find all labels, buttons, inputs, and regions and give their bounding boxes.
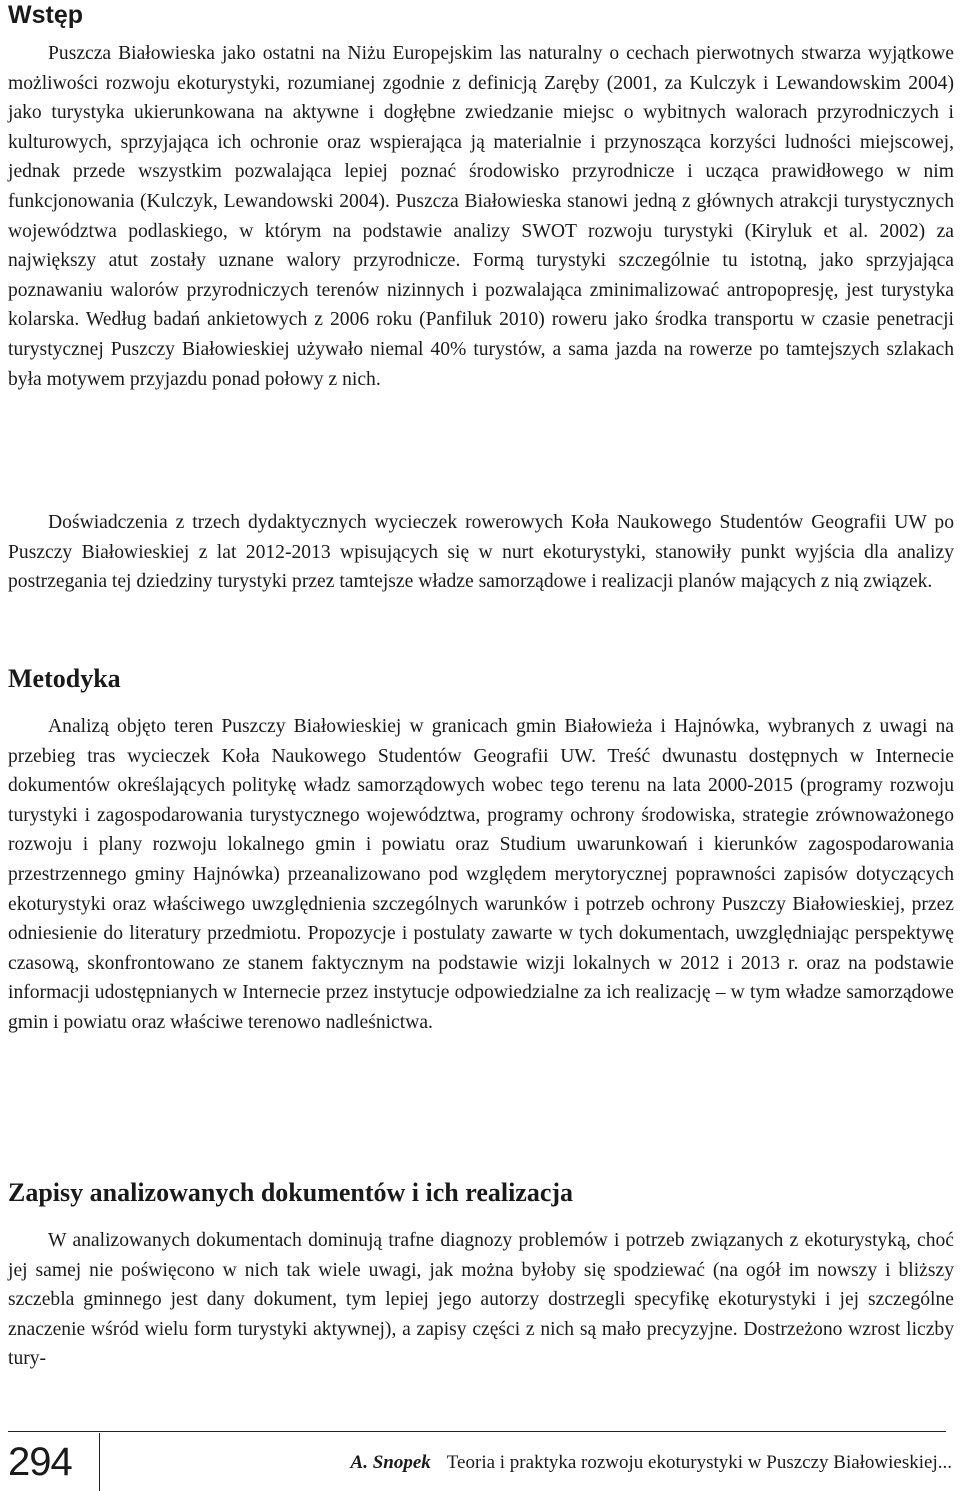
paragraph-text: Puszcza Białowieska jako ostatni na Niżu Europejskim las naturalny o cechach pierwotnych stwarza wyjątkowe możliwości rozwoju ekoturystyki, rozumianej zgodnie z definicją Zaręby (2001, za Kulczyk i Lewandowskim 2004) jako turystyka ukierunkowana na aktywne i dogłębne zwiedzanie miejsc o wybitnych walorach przyrodniczych i kulturowych, sprzyjająca ich ochronie oraz wspierająca ją materialnie i przynosząca korzyści ludności miejscowej, jednak przede wszystkim pozwalająca lepiej poznać środowisko przyrodnicze i ucząca prawidłowego w nim funkcjonowania (Kulczyk, Lewandowski 2004). Puszcza Białowieska stanowi jedną z głównych atrakcji turystycznych województwa podlaskiego, w którym na podstawie analizy SWOT rozwoju turystyki (Kiryluk et al. 2002) za największy atut zostały uznane walory przyrodnicze. Formą turystyki szczególnie tu istotną, jako sprzyjająca poznawaniu walorów przyrodniczych terenów nizinnych i pozwalająca zminimalizować antropopresję, jest turystyka kolarska. Według badań ankietowych z 2006 roku (Panfiluk 2010) roweru jako środka transportu w czasie penetracji turystycznej Puszczy Białowieskiej używało niemal 40% turystów, a sama jazda na rowerze po tamtejszych szlakach była motywem przyjazdu ponad połowy z nich.	[8, 43, 954, 390]
section-heading-metodyka: Metodyka	[8, 664, 121, 693]
section-heading-wstep: Wstęp	[8, 1, 83, 29]
paragraph-wstep-2	[8, 508, 954, 597]
paragraph-text: Doświadczenia z trzech dydaktycznych wycieczek rowerowych Koła Naukowego Studentów Geografii UW po Puszczy Białowieskiej z lat 2012-2013 wpisujących się w nurt ekoturystyki, stanowiły punkt wyjścia dla analizy postrzegania tej dziedziny turystyki przez tamtejsze władze samorządowe i realizacji planów mających z nią związek.	[8, 512, 954, 593]
paragraph-text: W analizowanych dokumentach dominują trafne diagnozy problemów i potrzeb związanych z ekoturystyką, choć jej samej nie poświęcono w nich tak wiele uwagi, jak można byłoby się spodziewać (na ogół im nowszy i bliższy szczebla gminnego jest dany dokument, tym lepiej jego autorzy dostrzegli specyfikę ekoturystyki i jej szczególne znaczenie wśród wielu form turystyki aktywnej), a zapisy części z nich są mało precyzyjne. Dostrzeżono wzrost liczby tury-	[8, 1230, 954, 1370]
section-heading-zapisy: Zapisy analizowanych dokumentów i ich realizacja	[8, 1178, 574, 1207]
running-author: A. Snopek	[350, 1452, 431, 1473]
paragraph-zapisy-1	[8, 1226, 954, 1374]
page-number: 294	[8, 1440, 72, 1484]
paragraph-text: Analizą objęto teren Puszczy Białowieskiej w granicach gmin Białowieża i Hajnówka, wybranych z uwagi na przebieg tras wycieczek Koła Naukowego Studentów Geografii UW. Treść dwunastu dostępnych w Internecie dokumentów określających politykę władz samorządowych wobec tego terenu na lata 2000-2015 (programy rozwoju turystyki i zagospodarowania turystycznego województwa, programy ochrony środowiska, strategie zrównoważonego rozwoju i plany rozwoju lokalnego gmin i powiatu oraz Studium uwarunkowań i kierunków zagospodarowania przestrzennego gminy Hajnówka) przeanalizowano pod względem merytorycznej poprawności zapisów dotyczących ekoturystyki oraz właściwego uwzględnienia szczególnych warunków i potrzeb ochrony Puszczy Białowieskiej, przez odniesienie do literatury przedmiotu. Propozycje i postulaty zawarte w tych dokumentach, uwzględniając perspektywę czasową, skonfrontowano ze stanem faktycznym na podstawie wizji lokalnych w 2012 i 2013 r. oraz na podstawie informacji udostępnianych w Internecie przez instytucje odpowiedzialne za ich realizację – w tym władze samorządowe gmin i powiatu oraz właściwe terenowo nadleśnictwa.	[8, 716, 954, 1033]
paragraph-wstep-1	[8, 39, 954, 394]
running-footer	[351, 1450, 952, 1476]
paragraph-metodyka-1	[8, 712, 954, 1038]
footer-rule	[8, 1431, 946, 1432]
footer-separator	[99, 1433, 100, 1491]
running-title: Teoria i praktyka rozwoju ekoturystyki w Puszczy Białowieskiej...	[446, 1452, 952, 1473]
